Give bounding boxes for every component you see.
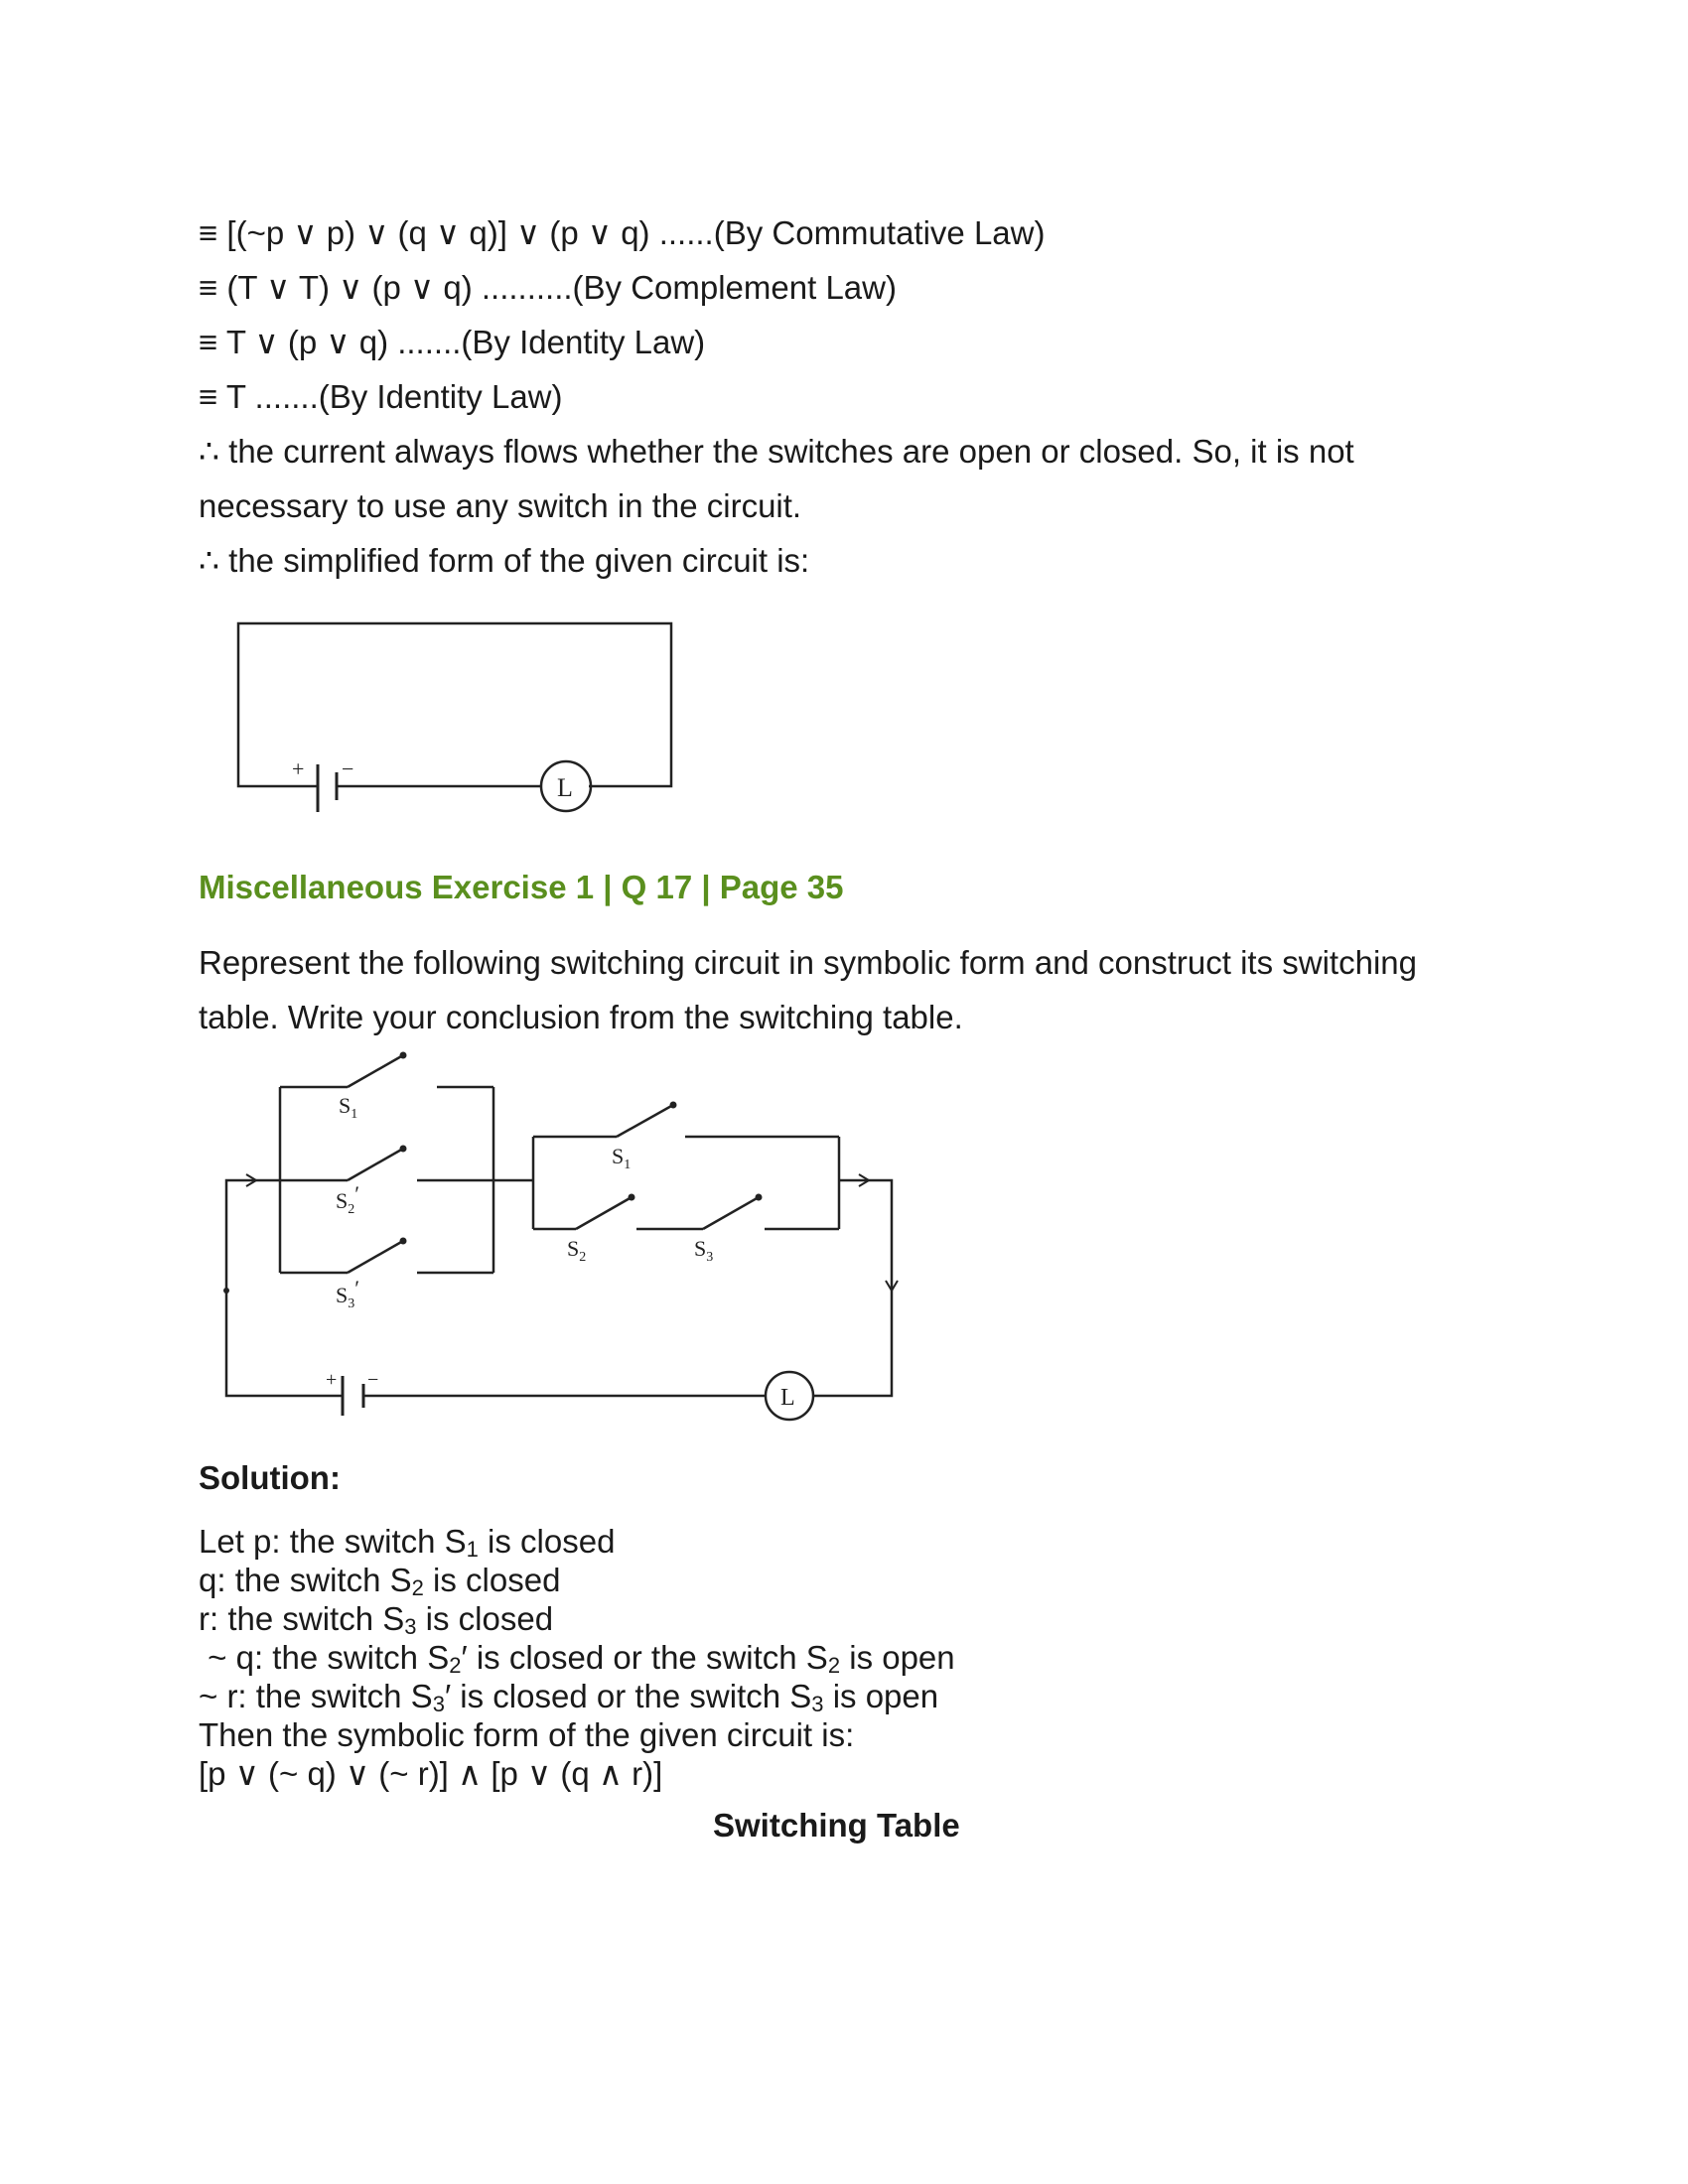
question-line-2: table. Write your conclusion from the switching table. <box>199 999 963 1035</box>
label-s2: $S_2$ <box>567 1236 587 1265</box>
circuit2-minus: − <box>367 1369 379 1391</box>
junction-dot <box>223 1288 229 1294</box>
proof-line-1: ≡ [(~p ∨ p) ∨ (q ∨ q)] ∨ (p ∨ q) ......(By Commutative Law) <box>199 214 1046 251</box>
proof-line-4: ≡ T .......(By Identity Law) <box>199 378 563 415</box>
proof-line-6: necessary to use any switch in the circuit. <box>199 487 802 524</box>
question-line-1: Represent the following switching circuit in symbolic form and construct its switching <box>199 944 1417 981</box>
switch-contact <box>400 1146 407 1153</box>
label-s3: $S_3$ <box>694 1236 714 1265</box>
label-s1-left: $S_1$ <box>339 1093 358 1122</box>
switch-contact <box>629 1194 635 1201</box>
switch-contact <box>400 1052 407 1059</box>
proof-line-7: ∴ the simplified form of the given circuit is: <box>199 542 810 579</box>
switch-contact <box>400 1238 407 1245</box>
label-s1-right: $S_1$ <box>612 1144 632 1172</box>
solution-line-5: ~ r: the switch $S_3'$ is closed or the switch $S_3$ is open <box>199 1678 939 1716</box>
circuit1-wire <box>238 623 671 786</box>
circuit1-lamp-label: L <box>557 773 573 802</box>
proof-line-2: ≡ (T ∨ T) ∨ (p ∨ q) ..........(By Complement Law) <box>199 269 897 306</box>
right-block-s1-blade <box>617 1105 673 1137</box>
solution-line-6: Then the symbolic form of the given circuit is: <box>199 1716 855 1753</box>
right-block-s2-blade <box>576 1197 632 1229</box>
left-block-s2p-blade <box>348 1149 403 1180</box>
circuit2-lamp-label: L <box>780 1385 795 1411</box>
switch-contact <box>756 1194 763 1201</box>
proof-line-3: ≡ T ∨ (p ∨ q) .......(By Identity Law) <box>199 324 706 360</box>
label-s2-prime: $S_2'$ <box>336 1181 360 1217</box>
label-s3-prime: $S_3'$ <box>336 1276 360 1311</box>
circuit2-lamp <box>766 1372 813 1420</box>
solution-line-4: ~ q: the switch $S_2'$ is closed or the switch $S_2$ is open <box>199 1639 955 1678</box>
proof-line-5: ∴ the current always flows whether the switches are open or closed. So, it is not <box>199 433 1354 470</box>
solution-title: Solution: <box>199 1459 341 1496</box>
circuit1-plus: + <box>292 756 305 781</box>
left-block-s3p-blade <box>348 1241 403 1273</box>
exercise-heading: Miscellaneous Exercise 1 | Q 17 | Page 35 <box>199 869 844 905</box>
arrow-right-down <box>886 1281 898 1291</box>
solution-line-2: q: the switch $S_2$ is closed <box>199 1562 561 1600</box>
switching-table-title: Switching Table <box>713 1807 960 1843</box>
circuit2-plus: + <box>326 1369 338 1391</box>
solution-line-1: Let p: the switch $S_1$ is closed <box>199 1523 616 1562</box>
switch-contact <box>670 1102 677 1109</box>
outer-wire-left <box>226 1180 343 1396</box>
arrow-right-top <box>859 1174 869 1186</box>
right-block-s3-blade <box>703 1197 759 1229</box>
arrow-left-top <box>246 1174 256 1186</box>
circuit1-lamp <box>541 761 591 811</box>
left-block-s1-blade <box>348 1055 403 1087</box>
circuit1-minus: − <box>342 756 354 781</box>
outer-wire-right <box>814 1180 892 1396</box>
symbolic-form: [p ∨ (~ q) ∨ (~ r)] ∧ [p ∨ (q ∧ r)] <box>199 1755 663 1792</box>
solution-line-3: r: the switch $S_3$ is closed <box>199 1600 554 1639</box>
